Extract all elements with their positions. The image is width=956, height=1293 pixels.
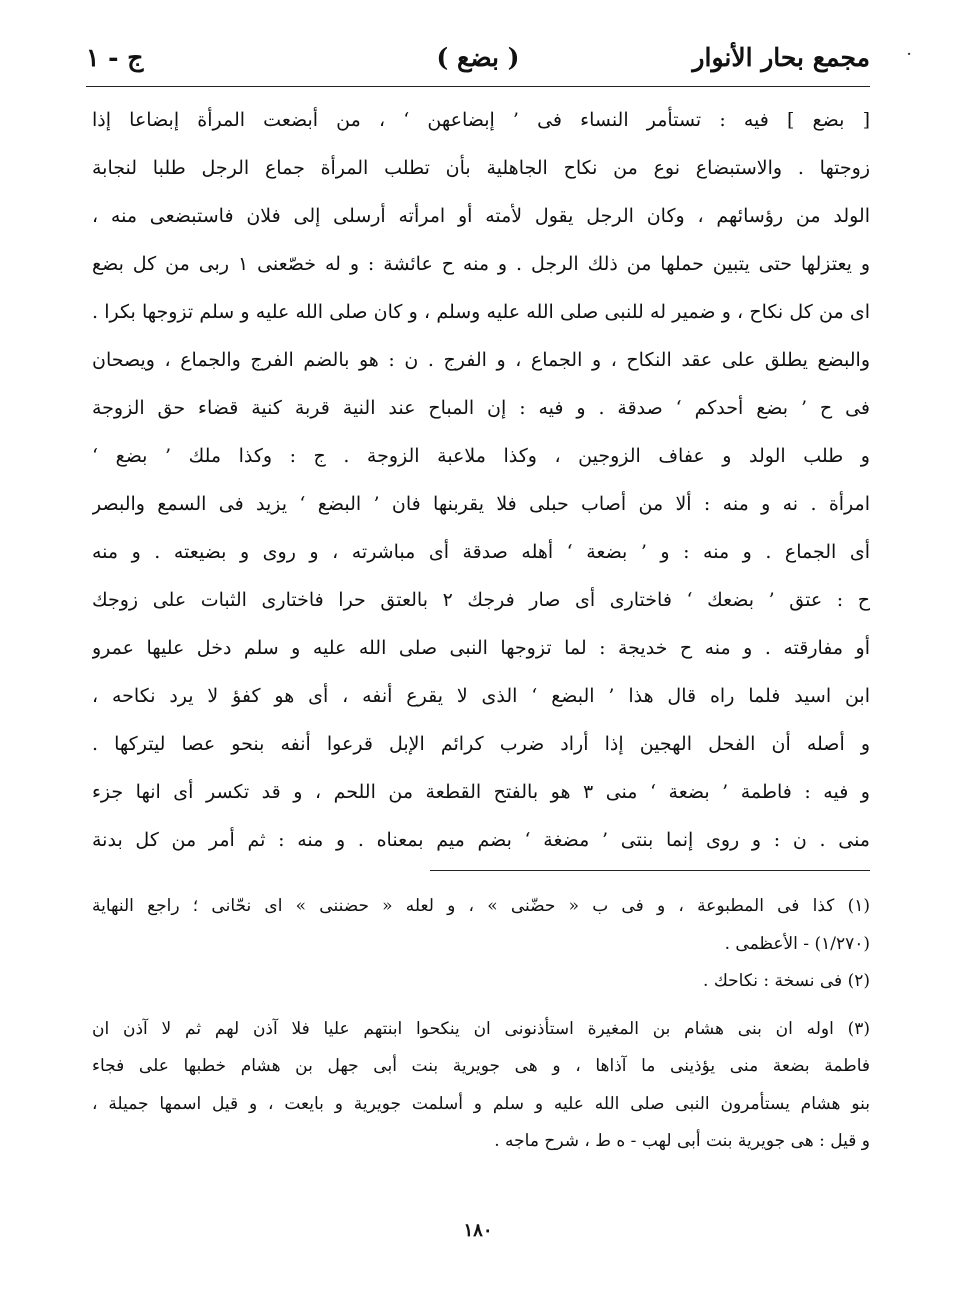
text-line: زوجتها . والاستبضاع نوع من نكاح الجاهلية بأن تطلب المرأة جماع الرجل طلبا لنجابة: [92, 157, 870, 179]
footnote-gap: [92, 1001, 870, 1011]
footnote-line: (١/٢٧٠) - الأعظمى .: [724, 933, 870, 954]
text-line: و فيه : فاطمة ’ بضعة ‘ منى ٣ هو بالفتح القطعة من اللحم ، و قد تكسر أى انها جزء: [92, 781, 870, 803]
text-line: ح : عتق ’ بضعك ‘ فاختارى أى صار فرجك ٢ بالعتق حرا فاختارى الثبات على زوجك: [92, 589, 870, 611]
page-number: ١٨٠: [463, 1220, 493, 1241]
text-line: و أصله أن الفحل الهجين إذا أراد ضرب كرائم الإبل قرعوا أنفه بنحو عصا ليتركها .: [92, 733, 870, 755]
text-line: الولد من رؤسائهم ، وكان الرجل يقول لأمته أو امرأته أرسلى إلى فلان فاستبضعى منه ،: [92, 205, 870, 227]
text-line: و طلب الولد و عفاف الزوجين ، وكذا ملاعبة الزوجة . ج : وكذا ملك ’ بضع ‘: [92, 445, 870, 467]
header-rule: [86, 86, 870, 87]
footnote-1: [92, 888, 870, 963]
text-line: فى ح ’ بضع أحدكم ‘ صدقة . و فيه : إن المباح عند النية قربة كنية قضاء حق الزوجة: [92, 397, 870, 419]
footnote-separator: [430, 870, 870, 871]
margin-dot-mark: ·: [906, 44, 912, 65]
text-line: اى من كل نكاح ، و ضمير له للنبى صلى الله عليه وسلم ، و كان صلى الله عليه و سلم تزوجها بكرا .: [92, 301, 870, 323]
footnotes: [92, 888, 870, 1161]
volume-label: ج - ١: [86, 42, 144, 72]
footnote-line: (٣) اوله ان بنى هشام بن المغيرة استأذنونى ان ينكحوا ابنتهم عليا فلا آذن لهم ثم لا آذن ان: [92, 1018, 870, 1039]
running-header: [86, 32, 870, 82]
book-title: مجمع بحار الأنوار: [692, 42, 870, 72]
footnote-3: [92, 1011, 870, 1161]
text-line: [ بضع ] فيه : تستأمر النساء فى ’ إبضاعهن ‘ ، من أبضعت المرأة إبضاعا إذا: [92, 109, 870, 131]
footnote-line: (٢) فى نسخة : نكاحك .: [703, 971, 870, 991]
entry-heading: ( بضع ): [436, 42, 520, 72]
footnote-line: فاطمة بضعة منى يؤذينى ما آذاها ، و هى جويرية بنت أبى جهل بن هشام خطبها على فجاء: [92, 1056, 870, 1076]
text-line: أى الجماع . و منه : و ’ بضعة ‘ أهله صدقة أى مباشرته ، و روى و بضيعته . و منه: [92, 541, 870, 563]
text-line: منى . ن : و روى إنما بنتى ’ مضغة ‘ بضم ميم بمعناه . و منه : ثم أمر من كل بدنة: [92, 829, 870, 851]
footnote-line: (١) كذا فى المطبوعة ، و فى ب « حضّنى » ، و لعله « حضننى » اى نحّانى ؛ راجع النهاية: [92, 896, 870, 916]
text-line: امرأة . نه و منه : ألا من أصاب حبلى فلا يقربنها فان ’ البضع ‘ يزيد فى السمع والبصر: [92, 493, 870, 515]
footnote-2: [92, 963, 870, 1001]
main-text: [92, 96, 870, 864]
text-line: والبضع يطلق على عقد النكاح ، و الجماع ، و الفرج . ن : هو بالضم الفرج والجماع ، ويصحان: [92, 349, 870, 371]
text-line: ابن اسيد فلما راه قال هذا ’ البضع ‘ الذى لا يقرع أنفه ، أى هو كفؤ لا يرد نكاحه ،: [92, 685, 870, 707]
footnote-line: بنو هشام يستأمرون النبى صلى الله عليه و سلم و أسلمت جويرية و بايعت ، و قيل اسمها جميلة ،: [92, 1093, 870, 1114]
footnote-line: و قيل : هى جويرية بنت أبى لهب - ه ط ، شرح ماجه .: [494, 1131, 870, 1151]
text-line: و يعتزلها حتى يتبين حملها من ذلك الرجل . و منه ح عائشة : و له خصّعنى ١ ربى من كل بضع: [92, 253, 870, 275]
text-line: أو مفارقته . و منه ح خديجة : لما تزوجها النبى صلى الله عليه و سلم دخل عليها عمرو: [92, 637, 870, 659]
